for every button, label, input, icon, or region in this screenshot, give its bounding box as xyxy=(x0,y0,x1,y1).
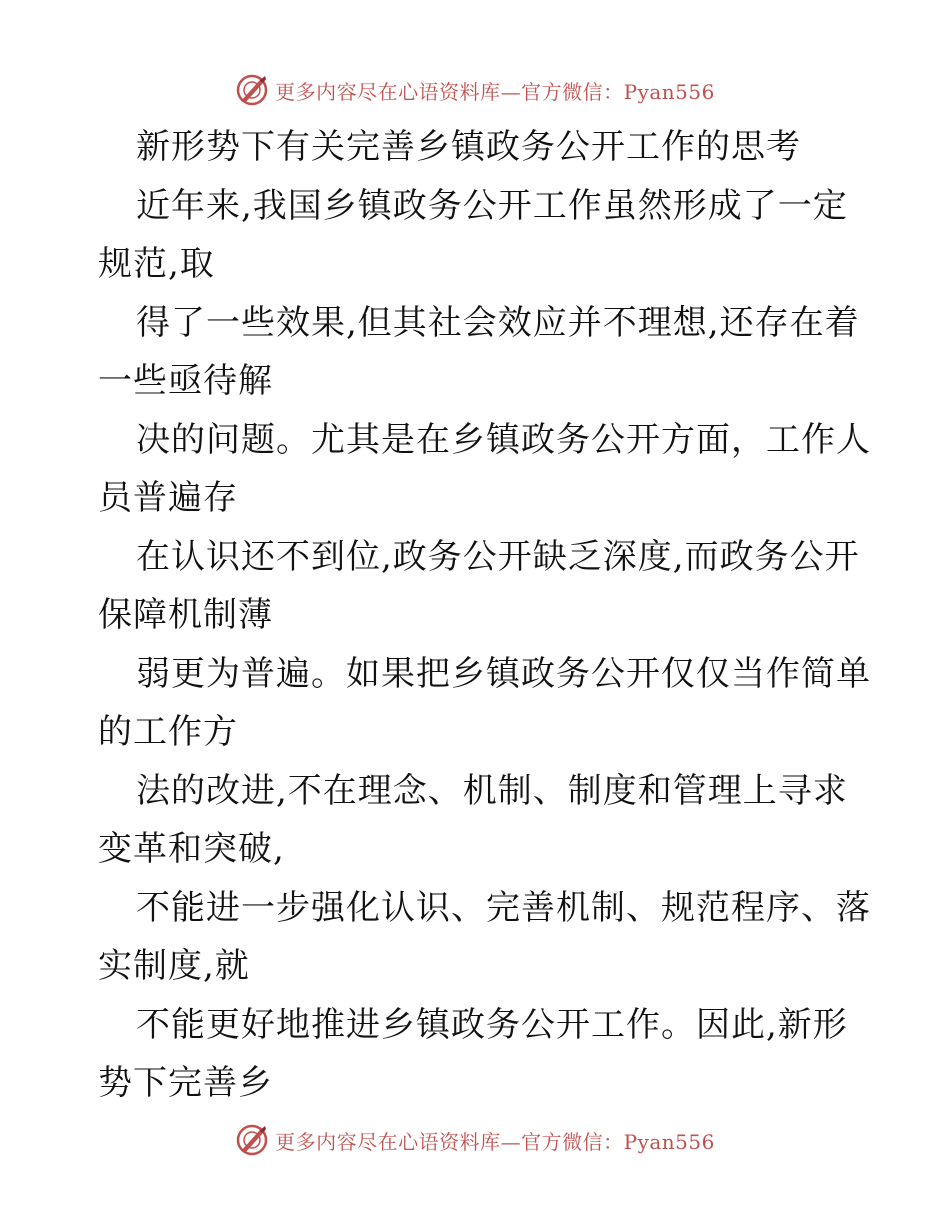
brand-logo-icon xyxy=(235,73,269,107)
brand-logo-icon xyxy=(235,1123,269,1157)
text-line: 的工作方 xyxy=(98,712,238,752)
text-line: 弱更为普遍。如果把乡镇政务公开仅仅当作简单 xyxy=(136,653,871,694)
text-line: 法的改进,不在理念、机制、制度和管理上寻求 xyxy=(136,770,848,811)
text-line: 实制度,就 xyxy=(98,946,250,986)
footer-watermark xyxy=(0,1120,950,1160)
text-line: 规范,取 xyxy=(98,244,215,284)
text-line: 决的问题。尤其是在乡镇政务公开方面，工作人 xyxy=(136,419,871,460)
text-line: 保障机制薄 xyxy=(98,595,273,635)
text-line: 新形势下有关完善乡镇政务公开工作的思考 xyxy=(136,127,801,167)
watermark-text: 更多内容尽在心语资料库—官方微信：Pyan556 xyxy=(275,79,715,104)
text-line: 一些亟待解 xyxy=(98,361,273,401)
header-watermark xyxy=(0,70,950,110)
text-line: 在认识还不到位,政务公开缺乏深度,而政务公开 xyxy=(136,536,860,577)
text-line: 不能进一步强化认识、完善机制、规范程序、落 xyxy=(136,887,871,928)
text-line: 员普遍存 xyxy=(98,478,238,518)
text-line: 近年来,我国乡镇政务公开工作虽然形成了一定 xyxy=(136,185,848,226)
text-line: 得了一些效果,但其社会效应并不理想,还存在着 xyxy=(136,302,860,343)
watermark-text: 更多内容尽在心语资料库—官方微信：Pyan556 xyxy=(275,1129,715,1154)
text-line: 势下完善乡 xyxy=(98,1063,273,1103)
text-line: 不能更好地推进乡镇政务公开工作。因此,新形 xyxy=(136,1004,848,1045)
document-body xyxy=(98,118,871,1113)
text-line: 变革和突破, xyxy=(98,829,285,869)
